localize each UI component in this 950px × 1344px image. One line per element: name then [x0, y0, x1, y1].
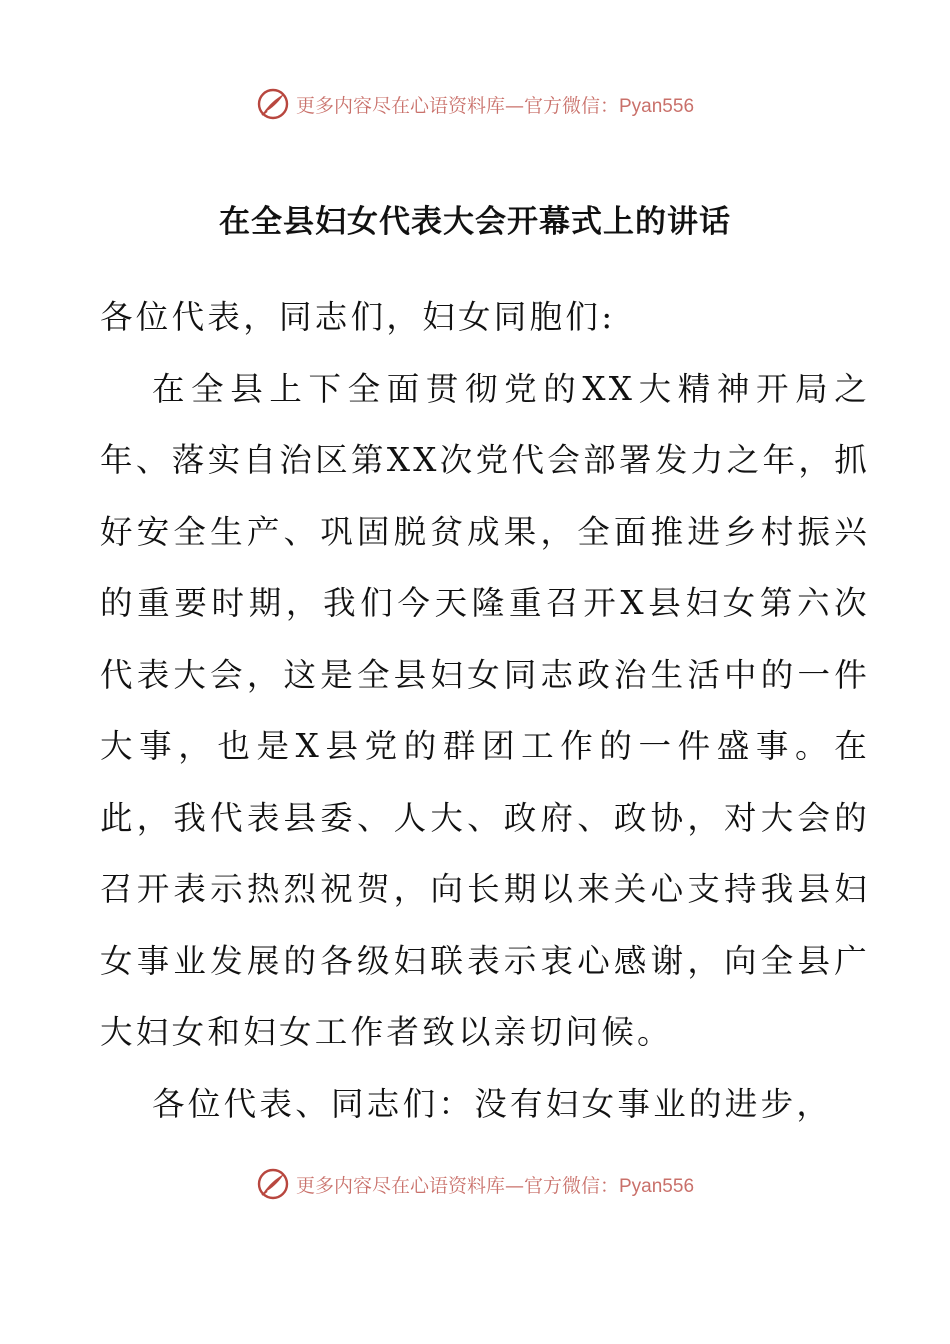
paragraph-2: 各位代表、同志们：没有妇女事业的进步，: [152, 1084, 833, 1123]
watermark-brand-text: 更多内容尽在心语资料库—官方微信：: [295, 94, 619, 117]
header-watermark: [0, 84, 950, 124]
footer-watermark: [0, 1164, 950, 1204]
pen-quill-icon: [256, 87, 290, 121]
paragraph-1: 在全县上下全面贯彻党的XX大精神开局之年、落实自治区第XX次党代会部署发力之年，抓好安全生产、巩固脱贫成果，全面推进乡村振兴的重要时期，我们今天隆重召开X县妇女第六次代表大会，这是全县妇女同志政治生活中的一件大事，也是X县党的群团工作的一件盛事。在此，我代表县委、人大、政府、政协，对大会的召开表示热烈祝贺，向长期以来关心支持我县妇女事业发展的各级妇联表示衷心感谢，向全县广大妇女和妇女工作者致以亲切问候。: [100, 369, 870, 1051]
document-body: [100, 282, 870, 1140]
pen-quill-icon: [256, 1167, 290, 1201]
watermark-account-id: Pyan556: [619, 1175, 695, 1197]
watermark-brand-text: 更多内容尽在心语资料库—官方微信：: [295, 1174, 619, 1197]
watermark-account-id: Pyan556: [619, 95, 695, 117]
document-title: 在全县妇女代表大会开幕式上的讲话: [219, 204, 731, 240]
salutation: 各位代表，同志们，妇女同胞们:: [100, 298, 616, 336]
